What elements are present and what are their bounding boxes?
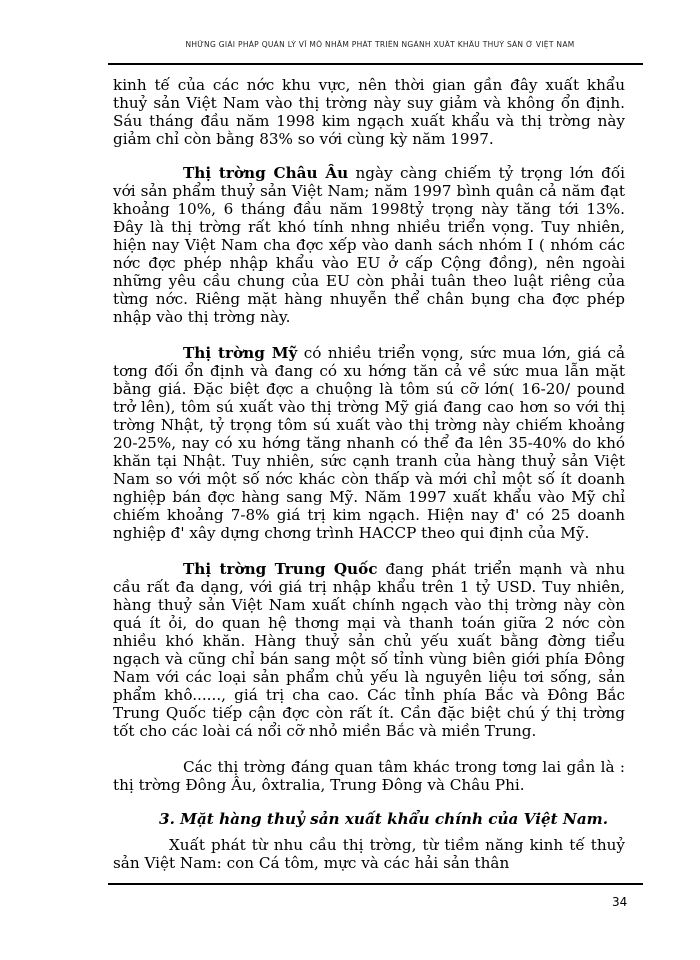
paragraph: Xuất phát từ nhu cầu thị trờng, từ tiềm năng kinh tế thuỷ sản Việt Nam: con Cá tôm, mực và các hải sản thân [113,836,625,872]
paragraph-other-markets: Các thị trờng đáng quan tâm khác trong tơng lai gần là : thị trờng Đông Âu, ôxtralia, Trung Đông và Châu Phi. [113,758,625,794]
paragraph-text: ngày càng chiếm tỷ trọng lớn đối với sản phẩm thuỷ sản Việt Nam; năm 1997 bình quân cả năm đạt khoảng 10%, 6 tháng đầu năm 1998tỷ trọng này tăng tới 13%. Đây là thị trờng rất khó tính nhng nhiều triển vọng. Tuy nhiên, hiện nay Việt Nam cha đợc xếp vào danh sách nhóm I ( nhóm các nớc đợc phép nhập khẩu vào EU ở cấp Cộng đồng), nên ngoài những yêu cầu chung của EU còn phải tuân theo luật riêng của từng nớc. Riêng mặt hàng nhuyễn thể chân bụng cha đợc phép nhập vào thị trờng này. [113,164,626,326]
paragraph-china-market [113,560,625,740]
page-number: 34 [612,895,628,909]
paragraph-text: có nhiều triển vọng, sức mua lớn, giá cả tơng đối ổn định và đang có xu hớng tăn cả về sức mua lẫn mặt bằng giá. Đặc biệt đợc a chuộng là tôm sú cỡ lớn( 16-20/ pound trở lên), tôm sú xuất vào thị trờng Mỹ giá đang cao hơn so với thị trờng Nhật, tỷ trọng tôm sú xuất vào thị trờng này chiếm khoảng 20-25%, nay có xu hớng tăng nhanh có thể đa lên 35-40% do khó khăn tại Nhật. Tuy nhiên, sức cạnh tranh của hàng thuỷ sản Việt Nam so với một số nớc khác còn thấp và mới chỉ một số ít doanh nghiệp bán đợc hàng sang Mỹ. Năm 1997 xuất khẩu vào Mỹ chỉ chiếm khoảng 7-8% giá trị kim ngạch. Hiện nay đ' có 25 doanh nghiệp đ' xây dựng chơng trình HACCP theo qui định của Mỹ. [113,344,625,542]
paragraph-europe-market [113,164,625,326]
document-body [113,76,625,872]
footer-rule [108,883,643,885]
running-header: NHỮNG GIẢI PHÁP QUẢN LÝ VĨ MÔ NHẰM PHÁT TRIỂN NGÀNH XUẤT KHẨU THUỶ SẢN Ở VIỆT NAM [185,40,575,49]
paragraph-lead: Thị trờng Mỹ [183,344,298,362]
paragraph-text: đang phát triển mạnh và nhu cầu rất đa dạng, với giá trị nhập khẩu trên 1 tỷ USD. Tuy nhiên, hàng thuỷ sản Việt Nam xuất chính ngạch vào thị trờng này còn quá ít ỏi, do quan hệ thơng mại và thanh toán giữa 2 nớc còn nhiều khó khăn. Hàng thuỷ sản chủ yếu xuất bằng đờng tiểu ngạch và cũng chỉ bán sang một số tỉnh vùng biên giới phía Đông Nam với các loại sản phẩm chủ yếu là nguyên liệu tơi sống, sản phẩm khô......, giá trị cha cao. Các tỉnh phía Bắc và Đông Bắc Trung Quốc tiếp cận đợc còn rất ít. Cần đặc biệt chú ý thị trờng tốt cho các loài cá nổi cỡ nhỏ miền Bắc và miền Trung. [113,560,625,740]
header-rule [108,63,643,65]
section-heading: 3. Mặt hàng thuỷ sản xuất khẩu chính của Việt Nam. [159,810,609,828]
paragraph-us-market [113,344,625,542]
paragraph-lead: Thị trờng Trung Quốc [183,560,378,578]
paragraph: kinh tế của các nớc khu vực, nên thời gian gần đây xuất khẩu thuỷ sản Việt Nam vào thị trờng này suy giảm và không ổn định. Sáu tháng đầu năm 1998 kim ngạch xuất khẩu và thị trờng này giảm chỉ còn bằng 83% so với cùng kỳ năm 1997. [113,76,625,148]
paragraph-lead: Thị trờng Châu Âu [183,164,349,182]
